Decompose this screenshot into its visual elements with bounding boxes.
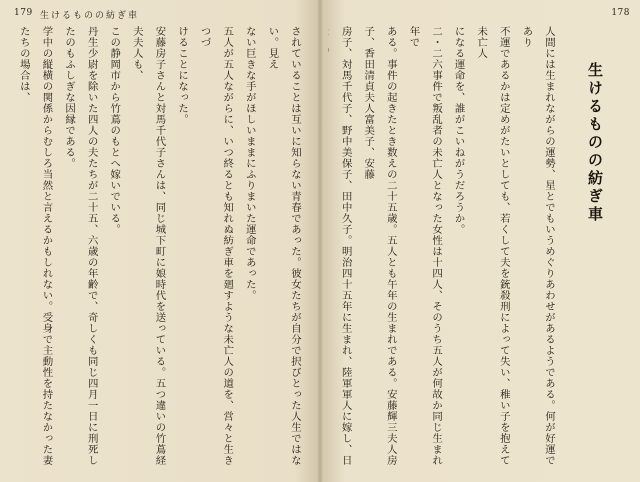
right-page-body-text: 人間には生まれながらの運勢、星とでもいうめぐりあわせがあるようである。何が好運であり 不運であるかは定めがたいとしても、若くして夫を銃殺刑によって失い、稚い子を抱えて未亡人 になる運命を、誰がこいねがうだろうか。 二・二六事件で叛乱者の未亡人となった女性は十四人、そのうち五人が何故か同じ生まれ年で ある。事件の起きたとき数えの二十五歳。五人とも午年の生まれである。安藤輝三夫人房子、香田清貞夫人富美子、安藤 房子、対馬千代子、野中美保子、田中久子。明治四十五年に生まれ、陸軍軍人に嫁し、日: [339, 26, 555, 466]
running-head: 生けるものの紡ぎ車: [40, 11, 140, 21]
chapter-title: 生けるものの紡ぎ車: [586, 62, 604, 224]
right-page: [322, 0, 640, 482]
page-number: 179: [14, 8, 33, 18]
left-page-body-text: されていることは互いに知らない青春であった。彼女たちが自分で択びとった人生ではない。見え ない巨きな手がほしいままにふりまいた運命であった。 五人が五人ながらに、いつ終るとも知れぬ紡ぎ車を廻すような未亡人の道を、営々と生きつづ けることになった。 安藤房子さんと対馬千代子さんは、同じ城下町に娘時代を送っている。五つ違いの竹蔦経夫夫人も、 この静岡市から竹蔦のもとへ嫁いでいる。 丹生少尉を除いた四人の夫たちが二十五、六歳の年齢で、奇しくも同じ四月一日に刑死したのもふしぎな因縁である。 学中の縦横の関係からむしろ当然と言えるかもしれない。受身で主動性を持たなかった妻たちの場合は、: [17, 26, 301, 466]
page-number: 178: [611, 8, 630, 18]
left-page: [0, 0, 318, 482]
